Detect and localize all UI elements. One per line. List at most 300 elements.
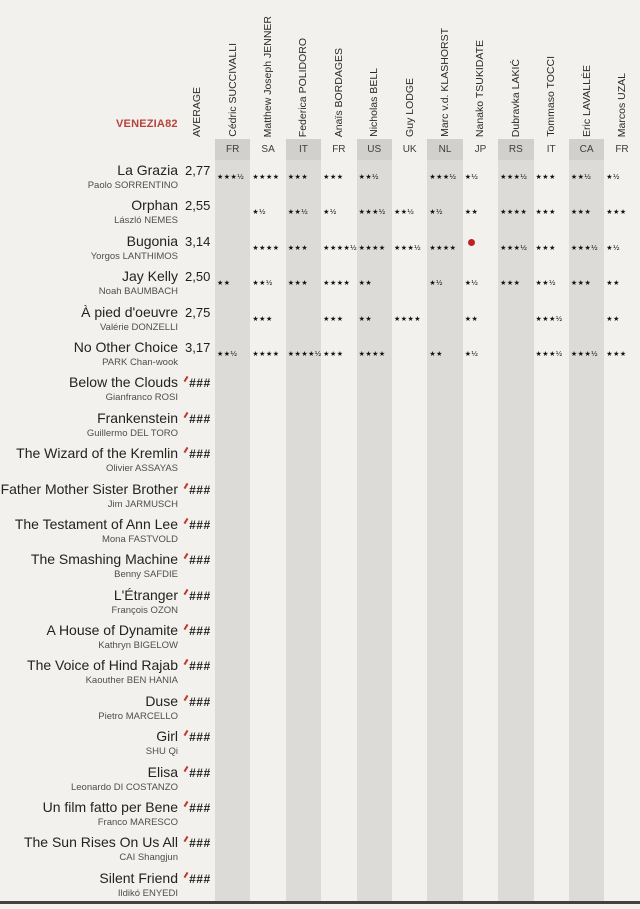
pending-average-hashes: ###: [189, 447, 211, 462]
rating-cell: [250, 762, 285, 797]
film-title: Duse: [145, 692, 178, 709]
critic-name: Dubravka LAKIĆ: [509, 58, 522, 137]
bottom-border-line: [0, 901, 640, 904]
rating-cell: [463, 549, 498, 584]
film-title: The Testament of Ann Lee: [14, 515, 178, 532]
rating-cell: [604, 514, 639, 549]
rating-cell: [498, 266, 533, 301]
rating-cell: [357, 762, 392, 797]
film-director: Franco MARESCO: [97, 817, 178, 829]
rating-cell: [392, 337, 427, 372]
rating-cell: [569, 160, 604, 195]
rating-cell: [321, 726, 356, 761]
rating-cell: [321, 443, 356, 478]
film-title: The Smashing Machine: [30, 551, 178, 568]
rating-cell: [357, 231, 392, 266]
rating-cell: [569, 372, 604, 407]
rating-cell: [357, 514, 392, 549]
star-rating: ★½: [323, 207, 337, 217]
film-row: [0, 443, 640, 478]
star-rating: ★★★½: [393, 242, 422, 252]
rating-cell: [392, 762, 427, 797]
pending-average-hashes: ###: [189, 376, 211, 391]
star-rating: ★★★: [323, 315, 344, 323]
rating-cell: [463, 762, 498, 797]
rating-cell: [569, 549, 604, 584]
error-tick-icon: [184, 801, 189, 807]
rating-cell: [534, 691, 569, 726]
rating-cell: [534, 655, 569, 690]
film-row: [0, 266, 640, 301]
rating-cell: [250, 302, 285, 337]
critic-name: Federica POLIDORO: [297, 37, 310, 137]
rating-cell: [215, 726, 250, 761]
rating-cell: [392, 726, 427, 761]
country-code: IT: [546, 144, 556, 155]
rating-cell: [392, 620, 427, 655]
star-rating: ★★½: [358, 172, 379, 181]
rating-cell: [604, 797, 639, 832]
rating-cell: [569, 585, 604, 620]
rating-cell: [215, 231, 250, 266]
critic-name: Eric LAVALLÉE: [580, 65, 593, 137]
star-rating: ★★★★½: [287, 348, 322, 358]
average-value: 2,77: [185, 163, 211, 178]
star-rating: ★★★½: [535, 313, 563, 323]
film-label: [0, 372, 178, 407]
rating-cell: [321, 832, 356, 867]
rating-cell: [604, 762, 639, 797]
rating-cell: [392, 195, 427, 230]
average-value: [178, 868, 215, 903]
rating-cell: [286, 266, 321, 301]
film-label: [0, 195, 178, 230]
critic-name: Marcos UZAL: [615, 72, 628, 137]
rating-cell: [534, 797, 569, 832]
rating-cell: [357, 620, 392, 655]
rating-cell: [286, 620, 321, 655]
rating-cell: [498, 160, 533, 195]
rating-cell: [534, 231, 569, 266]
rating-cell: [215, 195, 250, 230]
star-rating: ★½: [606, 242, 620, 252]
rating-cell: [321, 797, 356, 832]
star-rating: ★★½: [393, 207, 415, 217]
rating-cell: [392, 832, 427, 867]
rating-cell: [534, 620, 569, 655]
pending-average-hashes: ###: [189, 765, 211, 780]
pending-average-hashes: ###: [189, 553, 211, 568]
critic-name: Anaïs BORDAGES: [332, 47, 345, 137]
film-label: [0, 726, 178, 761]
rating-cell: [215, 655, 250, 690]
rating-cell: [286, 549, 321, 584]
rating-cell: [604, 266, 639, 301]
star-rating: ★½: [464, 348, 479, 358]
rating-cell: [286, 797, 321, 832]
rating-cell: [321, 231, 356, 266]
rating-cell: [498, 408, 533, 443]
rating-cell: [498, 231, 533, 266]
star-rating: ★★½: [252, 278, 273, 288]
rating-cell: [321, 620, 356, 655]
rating-cell: [427, 160, 462, 195]
rating-cell: [427, 443, 462, 478]
rating-cell: [215, 797, 250, 832]
film-label: [0, 797, 178, 832]
critic-header-cell: [215, 0, 250, 137]
critic-header-cell: [534, 0, 569, 137]
film-title: Orphan: [131, 197, 178, 214]
error-tick-icon: [184, 376, 189, 382]
film-row: [0, 762, 640, 797]
film-title: No Other Choice: [73, 338, 178, 355]
star-rating: ★½: [464, 278, 479, 288]
average-value: [178, 726, 215, 761]
rating-cell: [534, 195, 569, 230]
star-rating: ★★★: [287, 174, 309, 181]
rating-cell: [498, 443, 533, 478]
rating-cell: [392, 443, 427, 478]
rating-cell: [569, 443, 604, 478]
average-value: [178, 585, 215, 620]
critic-header-cell: [357, 0, 392, 137]
critic-name: Matthew Joseph JENNER: [262, 15, 275, 137]
film-director: Ildikó ENYEDI: [117, 887, 178, 899]
film-row: [0, 620, 640, 655]
star-rating: ★★½: [217, 348, 238, 358]
error-tick-icon: [184, 730, 189, 736]
rating-cell: [604, 479, 639, 514]
rating-cell: [569, 195, 604, 230]
critic-name: Marc v.d. KLASHORST: [439, 28, 452, 137]
rating-cell: [286, 408, 321, 443]
rating-cell: [392, 549, 427, 584]
film-row: [0, 195, 640, 230]
average-value: 3,14: [185, 233, 211, 249]
rating-cell: [498, 372, 533, 407]
rating-cell: [250, 372, 285, 407]
film-label: [0, 231, 178, 266]
rating-cell: [215, 868, 250, 903]
rating-cell: [215, 266, 250, 301]
rating-cell: [321, 479, 356, 514]
film-title: The Voice of Hind Rajab: [27, 657, 178, 674]
rating-cell: [427, 408, 462, 443]
film-row: [0, 479, 640, 514]
rating-cell: [215, 762, 250, 797]
rating-cell: [604, 549, 639, 584]
star-rating: ★★★: [570, 280, 592, 288]
rating-cell: [215, 337, 250, 372]
rating-cell: [463, 832, 498, 867]
rating-cell: [498, 514, 533, 549]
film-label: [0, 585, 178, 620]
rating-cell: [392, 479, 427, 514]
rating-cell: [357, 160, 392, 195]
error-tick-icon: [184, 695, 189, 701]
film-director: Olivier ASSAYAS: [106, 463, 178, 475]
average-value: 3,17: [185, 339, 211, 355]
pending-average-hashes: ###: [189, 871, 211, 886]
rating-cell: [498, 620, 533, 655]
rating-cell: [427, 372, 462, 407]
average-value: [178, 408, 215, 443]
star-rating: ★★★★: [252, 350, 280, 358]
rating-cell: [392, 408, 427, 443]
rating-cell: [498, 337, 533, 372]
rating-cell: [463, 266, 498, 301]
rating-cell: [286, 302, 321, 337]
film-director: Kathryn BIGELOW: [98, 640, 178, 652]
rating-cell: [604, 726, 639, 761]
rating-cell: [392, 514, 427, 549]
rating-cell: [463, 514, 498, 549]
film-director: Pietro MARCELLO: [98, 710, 178, 722]
pending-average-hashes: ###: [189, 624, 211, 639]
rating-cell: [604, 868, 639, 903]
film-director: Benny SAFDIE: [114, 569, 178, 581]
film-title: Father Mother Sister Brother: [0, 480, 178, 497]
film-director: Leonardo DI COSTANZO: [70, 781, 178, 793]
rating-cell: [427, 762, 462, 797]
average-value: [178, 620, 215, 655]
film-row: [0, 160, 640, 195]
error-tick-icon: [184, 589, 189, 595]
star-rating: ★½: [606, 172, 620, 181]
rating-cell: [392, 868, 427, 903]
rating-cell: [215, 832, 250, 867]
rating-cell: [427, 337, 462, 372]
film-director: László NEMES: [114, 215, 178, 227]
star-rating: ★★★★: [323, 280, 351, 288]
rating-cell: [534, 726, 569, 761]
rating-cell: [215, 302, 250, 337]
rating-cell: [357, 408, 392, 443]
rating-cell: [357, 726, 392, 761]
average-value: [178, 479, 215, 514]
rating-cell: [569, 762, 604, 797]
rating-cell: [604, 195, 639, 230]
rating-cell: [321, 514, 356, 549]
film-director: Jim JARMUSCH: [107, 498, 178, 510]
rating-cell: [427, 266, 462, 301]
rating-cell: [357, 443, 392, 478]
rating-cell: [357, 195, 392, 230]
rating-cell: [392, 231, 427, 266]
rating-cell: [215, 691, 250, 726]
rating-cell: [250, 160, 285, 195]
star-rating: ★★★★: [500, 209, 528, 217]
error-tick-icon: [184, 624, 189, 630]
rating-cell: [250, 195, 285, 230]
star-rating: ★★★★½: [323, 242, 358, 252]
zero-rating-dot-icon: [468, 239, 475, 246]
rating-cell: [321, 302, 356, 337]
rating-cell: [250, 797, 285, 832]
critic-name: Cédric SUCCIVALLI: [226, 43, 239, 137]
star-rating: ★★★★: [393, 315, 422, 323]
rating-cell: [463, 372, 498, 407]
film-row: [0, 797, 640, 832]
star-rating: ★★★: [535, 174, 556, 181]
film-row: [0, 408, 640, 443]
rating-cell: [215, 549, 250, 584]
error-tick-icon: [184, 518, 189, 524]
rating-cell: [321, 868, 356, 903]
country-code: JP: [474, 144, 487, 155]
rating-cell: [427, 797, 462, 832]
star-rating: ★★★½: [570, 348, 598, 358]
rating-cell: [392, 302, 427, 337]
film-row: [0, 514, 640, 549]
rating-cell: [427, 231, 462, 266]
rating-cell: [463, 231, 498, 266]
festival-title: VENEZIA82: [116, 118, 178, 130]
rating-cell: [392, 372, 427, 407]
critic-header-cell: [250, 0, 285, 137]
rating-cell: [321, 691, 356, 726]
rating-cell: [286, 372, 321, 407]
average-value: [178, 372, 215, 407]
critic-header-cell: [498, 0, 533, 137]
film-title: A House of Dynamite: [46, 622, 178, 639]
country-code: US: [357, 139, 392, 160]
star-rating: ★★: [464, 209, 479, 217]
country-code: FR: [215, 139, 250, 160]
film-row: [0, 549, 640, 584]
star-rating: ★★★★: [358, 244, 386, 252]
pending-average-hashes: ###: [189, 588, 211, 603]
rating-cell: [463, 479, 498, 514]
film-label: [0, 762, 178, 797]
star-rating: ★½: [464, 172, 479, 181]
rating-cell: [321, 762, 356, 797]
star-rating: ★★★: [570, 209, 592, 217]
critic-header-cell: [569, 0, 604, 137]
star-rating: ★★★: [252, 315, 273, 323]
pending-average-hashes: ###: [189, 730, 211, 745]
rating-cell: [569, 266, 604, 301]
average-value: [178, 691, 215, 726]
rating-cell: [321, 337, 356, 372]
rating-cell: [604, 408, 639, 443]
error-tick-icon: [184, 482, 189, 488]
rating-cell: [534, 585, 569, 620]
star-rating: ★★★½: [570, 242, 598, 252]
rating-cell: [463, 337, 498, 372]
error-tick-icon: [184, 553, 189, 559]
film-row: [0, 302, 640, 337]
rating-cell: [321, 372, 356, 407]
rating-cell: [215, 514, 250, 549]
rating-cell: [604, 160, 639, 195]
rating-cell: [427, 691, 462, 726]
error-tick-icon: [184, 659, 189, 665]
film-label: [0, 514, 178, 549]
rating-cell: [498, 655, 533, 690]
film-label: [0, 266, 178, 301]
critic-header-cell: [392, 0, 427, 137]
film-label: [0, 620, 178, 655]
star-rating: ★★★½: [535, 348, 563, 358]
rating-cell: [427, 479, 462, 514]
film-row: [0, 726, 640, 761]
star-rating: ★★★½: [217, 172, 245, 181]
rating-cell: [215, 408, 250, 443]
rating-cell: [498, 726, 533, 761]
critic-name: Guy LODGE: [403, 78, 416, 137]
rating-cell: [427, 832, 462, 867]
rating-cell: [427, 302, 462, 337]
country-code: UK: [402, 144, 417, 155]
rating-cell: [357, 868, 392, 903]
rating-cell: [427, 514, 462, 549]
star-rating: ★★★★: [252, 174, 280, 181]
pending-average-hashes: ###: [189, 694, 211, 709]
country-code: NL: [427, 139, 462, 160]
critic-name: Nicholas BELL: [368, 68, 381, 137]
rating-cell: [463, 160, 498, 195]
film-label: [0, 549, 178, 584]
film-label: [0, 691, 178, 726]
rating-cell: [250, 691, 285, 726]
rating-cell: [498, 479, 533, 514]
rating-cell: [286, 231, 321, 266]
film-row: [0, 655, 640, 690]
star-rating: ★½: [252, 207, 266, 217]
rating-cell: [357, 832, 392, 867]
rating-cell: [569, 408, 604, 443]
rating-cell: [427, 726, 462, 761]
rating-cell: [463, 302, 498, 337]
rating-cell: [463, 797, 498, 832]
film-row: [0, 868, 640, 903]
error-tick-icon: [184, 412, 189, 418]
rating-cell: [569, 797, 604, 832]
rating-cell: [534, 549, 569, 584]
rating-cell: [357, 655, 392, 690]
star-rating: ★★★: [535, 209, 556, 217]
rating-cell: [534, 762, 569, 797]
average-value: 2,50: [185, 269, 211, 285]
film-row: [0, 585, 640, 620]
rating-cell: [321, 160, 356, 195]
film-director: Gianfranco ROSI: [105, 392, 178, 404]
film-director: CAI Shangjun: [119, 852, 178, 864]
rating-cell: [286, 868, 321, 903]
rating-cell: [498, 691, 533, 726]
rating-cell: [427, 195, 462, 230]
film-row: [0, 691, 640, 726]
rating-cell: [463, 620, 498, 655]
rating-cell: [250, 620, 285, 655]
rating-cell: [357, 479, 392, 514]
rating-cell: [604, 372, 639, 407]
rating-cell: [250, 868, 285, 903]
average-value: [178, 762, 215, 797]
rating-cell: [286, 479, 321, 514]
rating-cell: [321, 585, 356, 620]
rating-cell: [321, 195, 356, 230]
rating-cell: [321, 655, 356, 690]
rating-cell: [286, 195, 321, 230]
star-rating: ★★★: [535, 244, 556, 252]
average-value: [178, 832, 215, 867]
star-rating: ★★★½: [358, 207, 386, 217]
rating-cell: [604, 337, 639, 372]
critic-name: Nanako TSUKIDATE: [474, 39, 487, 137]
